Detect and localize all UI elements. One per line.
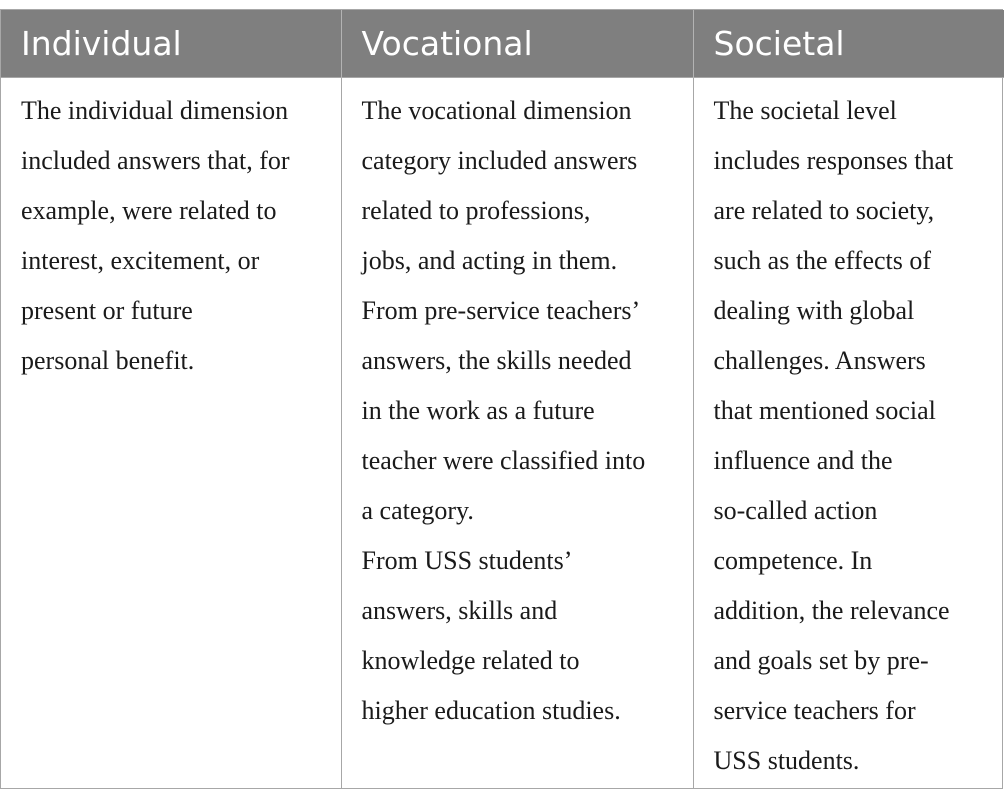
header-row [1,10,1004,77]
cell-text-line: so-called action [713,495,878,525]
cell-text-line: answers, the skills needed [361,345,632,375]
table-body [1,77,1004,788]
header-societal: Societal [693,10,1004,77]
cell-text-line: knowledge related to [361,645,580,675]
cell-text-line: service teachers for [713,695,916,725]
cell-text-line: competence. In [713,545,873,575]
cell-text-line: are related to society, [713,195,935,225]
cell-vocational [341,77,693,788]
cell-text-line: The societal level [713,95,897,125]
cell-text-line: jobs, and acting in them. [361,245,618,275]
cell-text-line: challenges. Answers [713,345,926,375]
cell-text-line: that mentioned social [713,395,936,425]
cell-societal [693,77,1004,788]
cell-text-line: teacher were classified into [361,445,646,475]
cell-text-line: present or future [21,295,193,325]
header-vocational: Vocational [341,10,693,77]
cell-text-line: personal benefit. [21,345,195,375]
dimensions-table-grid [1,10,1004,788]
cell-text-line: such as the effects of [713,245,932,275]
cell-text-line: higher education studies. [361,695,621,725]
cell-text-line: USS students. [713,745,860,775]
header-individual: Individual [1,10,341,77]
cell-text-line: and goals set by pre- [713,645,929,675]
cell-text-line: From pre-service teachers’ [361,295,641,325]
cell-text-line: example, were related to [21,195,277,225]
cell-text-line: influence and the [713,445,893,475]
table-header [1,10,1004,77]
cell-text-line: interest, excitement, or [21,245,260,275]
dimensions-table [0,9,1003,789]
cell-text-line: addition, the relevance [713,595,950,625]
cell-text-line: The vocational dimension [361,95,632,125]
cell-text-line: includes responses that [713,145,954,175]
cell-text-line: included answers that, for [21,145,290,175]
cell-text-line: category included answers [361,145,638,175]
cell-text-line: in the work as a future [361,395,595,425]
cell-text-line: The individual dimension [21,95,289,125]
cell-individual [1,77,341,788]
cell-text-line: From USS students’ [361,545,573,575]
cell-text-line: answers, skills and [361,595,558,625]
table-row [1,77,1004,788]
cell-text-line: a category. [361,495,474,525]
cell-text-line: dealing with global [713,295,915,325]
cell-text-line: related to professions, [361,195,591,225]
